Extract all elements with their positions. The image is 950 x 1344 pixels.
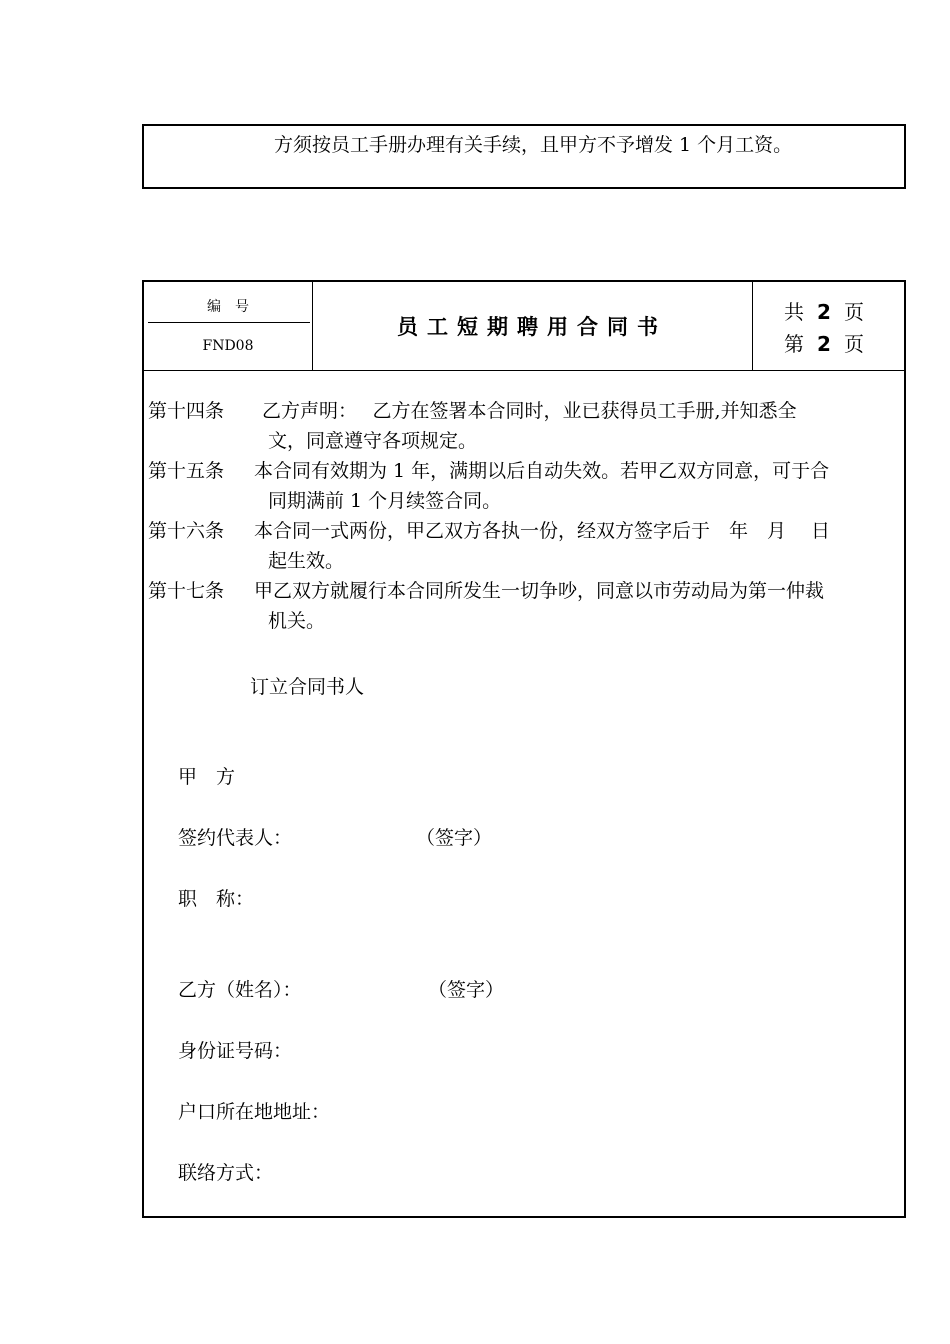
current-suffix: 页 xyxy=(844,332,864,356)
party-a-label: 甲 方 xyxy=(178,766,236,788)
article-15 xyxy=(148,456,829,486)
party-b-address-label: 户口所在地地址： xyxy=(178,1101,331,1123)
party-b-id-label: 身份证号码： xyxy=(178,1040,293,1062)
article-text: 乙方声明： 乙方在签署本合同时，业已获得员工手册,并知悉全 xyxy=(262,400,797,422)
article-14 xyxy=(148,396,797,426)
code-divider xyxy=(148,322,310,323)
article-16-cont: 起生效。 xyxy=(268,550,345,572)
code-value: FND08 xyxy=(202,338,254,354)
article-14-cont: 文，同意遵守各项规定。 xyxy=(268,430,478,452)
article-text: 本合同一式两份，甲乙双方各执一份，经双方签字后于 年 月 日 xyxy=(254,520,831,542)
total-pages-row xyxy=(784,296,864,325)
party-b-name-label: 乙方（姓名）： xyxy=(178,979,302,1001)
page-count-cell xyxy=(752,282,904,370)
signatories-title: 订立合同书人 xyxy=(250,676,365,698)
document-header xyxy=(144,282,904,371)
code-cell xyxy=(144,282,313,370)
total-prefix: 共 xyxy=(784,300,804,324)
party-a-rep-label: 签约代表人： xyxy=(178,827,293,849)
party-b-contact-label: 联络方式： xyxy=(178,1162,274,1184)
current-prefix: 第 xyxy=(784,332,804,356)
article-text: 甲乙双方就履行本合同所发生一切争吵，同意以市劳动局为第一仲裁 xyxy=(254,580,825,602)
party-b-name-sign: （签字） xyxy=(428,979,505,1001)
article-number: 第十四条 xyxy=(148,400,225,422)
party-a-rep-sign: （签字） xyxy=(416,827,493,849)
continuation-text: 方须按员工手册办理有关手续，且甲方不予增发 1 个月工资。 xyxy=(274,134,793,156)
article-text: 本合同有效期为 1 年，满期以后自动失效。若甲乙双方同意，可于合 xyxy=(254,460,830,482)
current-page: 2 xyxy=(817,332,831,356)
article-number: 第十七条 xyxy=(148,580,225,602)
total-suffix: 页 xyxy=(844,300,864,324)
article-number: 第十六条 xyxy=(148,520,225,542)
contract-page xyxy=(142,280,906,1218)
article-16 xyxy=(148,516,830,546)
total-pages: 2 xyxy=(817,300,831,324)
article-15-cont: 同期满前 1 个月续签合同。 xyxy=(268,490,502,512)
article-17 xyxy=(148,576,824,606)
article-number: 第十五条 xyxy=(148,460,225,482)
code-label: 编 号 xyxy=(207,299,249,315)
document-title: 员工短期聘用合同书 xyxy=(312,282,753,370)
article-17-cont: 机关。 xyxy=(268,610,326,632)
party-a-title-label: 职 称： xyxy=(178,888,255,910)
continuation-box xyxy=(142,124,906,189)
current-page-row xyxy=(784,328,864,357)
